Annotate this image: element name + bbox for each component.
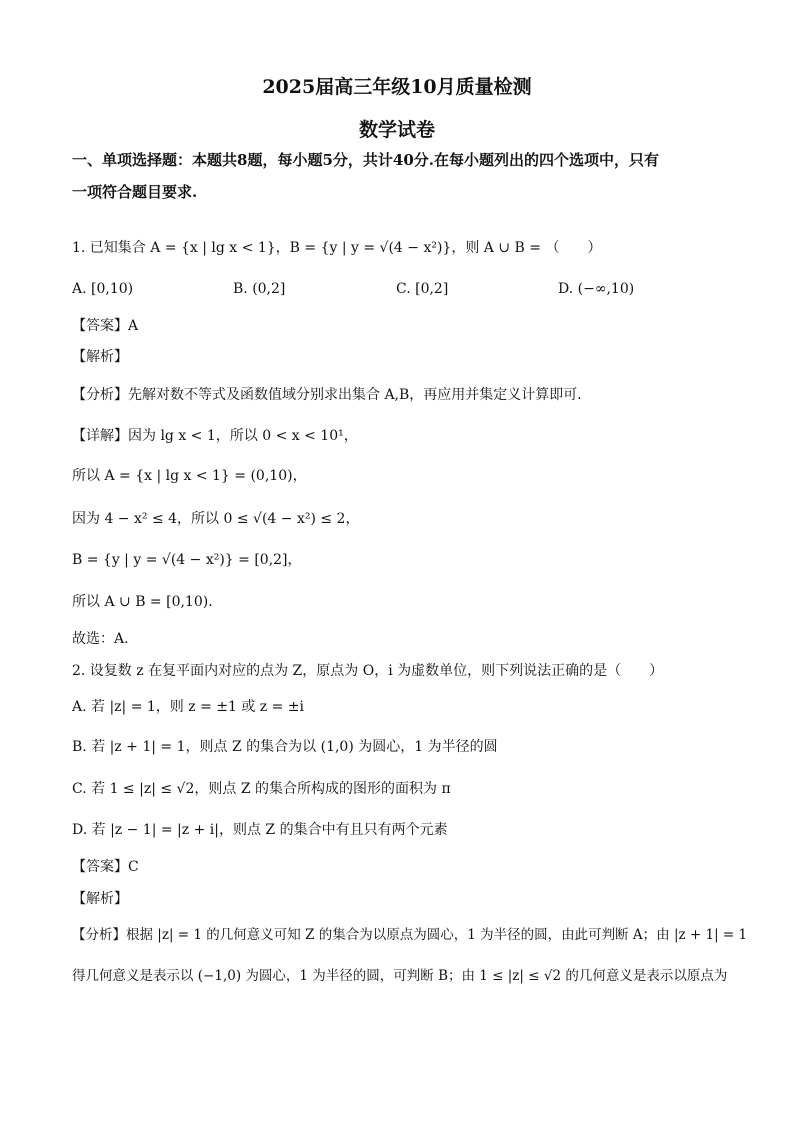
q1-step1: 所以 A = {x | lg x < 1} = (0,10)， — [72, 468, 307, 484]
q2-fenxi-line2: 得几何意义是表示以 (−1,0) 为圆心，1 为半径的圆，可判断 B；由 1 ≤ |z| ≤ √2 的几何意义是表示以原点为 — [72, 968, 728, 984]
q2-analysis-label: 【解析】 — [72, 891, 128, 907]
q1-step3: B = {y | y = √(4 − x²)} = [0,2]， — [72, 552, 302, 568]
q1-option-a: A. [0,10) — [72, 281, 134, 297]
section-heading-line1: 一、单项选择题：本题共8题，每小题5分，共计40分.在每小题列出的四个选项中，只有 — [72, 151, 659, 169]
q2-stem: 2. 设复数 z 在复平面内对应的点为 Z，原点为 O，i 为虚数单位，则下列说法正确的是（ ） — [72, 663, 664, 679]
q1-xiangjie: 【详解】因为 lg x < 1，所以 0 < x < 10¹， — [72, 428, 358, 444]
q1-answer: 【答案】A — [72, 318, 139, 334]
q1-option-c: C. [0,2] — [396, 281, 449, 297]
q1-fenxi: 【分析】先解对数不等式及函数值域分别求出集合 A,B，再应用并集定义计算即可. — [72, 387, 582, 403]
q2-option-a: A. 若 |z| = 1，则 z = ±1 或 z = ±i — [72, 699, 305, 715]
exam-title: 2025届高三年级10月质量检测 — [262, 76, 532, 98]
q2-answer: 【答案】C — [72, 859, 139, 875]
q1-option-b: B. (0,2] — [233, 281, 286, 297]
q2-option-d: D. 若 |z − 1| = |z + i|，则点 Z 的集合中有且只有两个元素 — [72, 822, 448, 838]
q1-analysis-label: 【解析】 — [72, 349, 128, 365]
exam-subtitle: 数学试卷 — [358, 119, 435, 141]
q2-option-c: C. 若 1 ≤ |z| ≤ √2，则点 Z 的集合所构成的图形的面积为 π — [72, 781, 451, 797]
q1-option-d: D. (−∞,10) — [558, 281, 635, 297]
q2-option-b: B. 若 |z + 1| = 1，则点 Z 的集合为以 (1,0) 为圆心，1 为半径的圆 — [72, 739, 498, 755]
q1-stem: 1. 已知集合 A = {x | lg x < 1}，B = {y | y = √(4 − x²)}，则 A ∪ B = （ ） — [72, 240, 602, 256]
q1-step2: 因为 4 − x² ≤ 4，所以 0 ≤ √(4 − x²) ≤ 2， — [72, 511, 360, 527]
q2-fenxi-line1: 【分析】根据 |z| = 1 的几何意义可知 Z 的集合为以原点为圆心，1 为半径的圆，由此可判断 A；由 |z + 1| = 1 — [72, 927, 748, 943]
q1-choice: 故选：A. — [72, 631, 129, 647]
section-heading-line2: 一项符合题目要求. — [72, 183, 198, 201]
q1-step4: 所以 A ∪ B = [0,10). — [72, 594, 213, 610]
